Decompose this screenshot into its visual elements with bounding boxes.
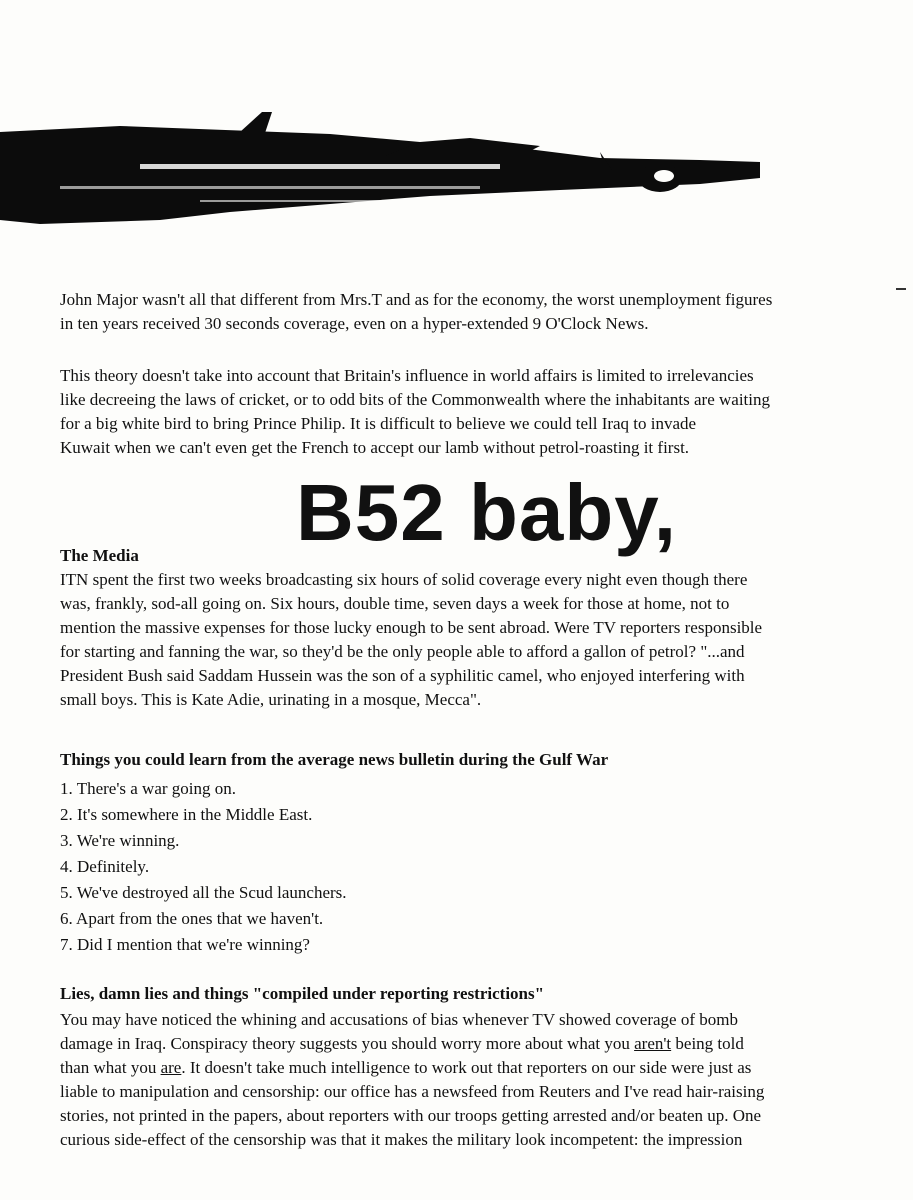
lies-line: curious side-effect of the censorship was that it makes the military look incompetent: the impression — [60, 1130, 743, 1149]
lies-line-text: . It doesn't take much intelligence to work out that reporters on our side were just as — [181, 1058, 752, 1077]
media-line: ITN spent the first two weeks broadcasting six hours of solid coverage every night even though there — [60, 570, 748, 589]
underlined-word: are — [160, 1058, 182, 1077]
theory-line: This theory doesn't take into account that Britain's influence in world affairs is limited to irrelevancies — [60, 366, 754, 385]
media-line: for starting and fanning the war, so they'd be the only people able to afford a gallon of petrol? "...and — [60, 642, 745, 661]
things-list — [60, 776, 347, 958]
list-item: 2. It's somewhere in the Middle East. — [60, 805, 313, 824]
media-line: mention the massive expenses for those lucky enough to be sent abroad. Were TV reporters responsible — [60, 618, 763, 637]
list-item: 7. Did I mention that we're winning? — [60, 935, 310, 954]
margin-mark — [896, 288, 906, 290]
bleed-through-top — [60, 8, 900, 113]
lies-line-text: being told — [675, 1034, 744, 1053]
headline: B52 baby, — [296, 468, 677, 557]
underlined-word: aren't — [634, 1034, 672, 1053]
lies-heading: Lies, damn lies and things "compiled under reporting restrictions" — [60, 984, 545, 1003]
media-paragraph — [60, 568, 880, 712]
list-item: 6. Apart from the ones that we haven't. — [60, 909, 324, 928]
list-item: 4. Definitely. — [60, 857, 150, 876]
lies-line — [60, 1032, 880, 1056]
lies-line — [60, 1056, 880, 1080]
lies-paragraph — [60, 1008, 880, 1152]
lies-line: liable to manipulation and censorship: our office has a newsfeed from Reuters and I've read hair-raising — [60, 1082, 765, 1101]
theory-paragraph — [60, 364, 880, 460]
media-line: was, frankly, sod-all going on. Six hours, double time, seven days a week for those at home, not to — [60, 594, 730, 613]
list-item: 1. There's a war going on. — [60, 779, 237, 798]
theory-line: for a big white bird to bring Prince Philip. It is difficult to believe we could tell Iraq to invade — [60, 414, 697, 433]
list-item: 3. We're winning. — [60, 831, 180, 850]
intro-line: in ten years received 30 seconds coverage, even on a hyper-extended 9 O'Clock News. — [60, 314, 649, 333]
lies-line: stories, not printed in the papers, about reporters with our troops getting arrested and/or beaten up. One — [60, 1106, 762, 1125]
b52-bomber-image — [0, 112, 913, 232]
theory-line: Kuwait when we can't even get the French to accept our lamb without petrol-roasting it first. — [60, 438, 690, 457]
list-item: 5. We've destroyed all the Scud launchers. — [60, 883, 347, 902]
theory-line: like decreeing the laws of cricket, or to odd bits of the Commonwealth where the inhabitants are waiting — [60, 390, 771, 409]
media-line: small boys. This is Kate Adie, urinating in a mosque, Mecca". — [60, 690, 482, 709]
things-heading: Things you could learn from the average news bulletin during the Gulf War — [60, 750, 609, 769]
media-heading: The Media — [60, 546, 139, 565]
lies-line: You may have noticed the whining and accusations of bias whenever TV showed coverage of bomb — [60, 1010, 738, 1029]
intro-line: John Major wasn't all that different from Mrs.T and as for the economy, the worst unemployment figures — [60, 290, 773, 309]
lies-line-text: damage in Iraq. Conspiracy theory suggests you should worry more about what you — [60, 1034, 630, 1053]
intro-paragraph — [60, 288, 880, 336]
media-line: President Bush said Saddam Hussein was the son of a syphilitic camel, who enjoyed interfering with — [60, 666, 745, 685]
lies-line-text: than what you — [60, 1058, 157, 1077]
